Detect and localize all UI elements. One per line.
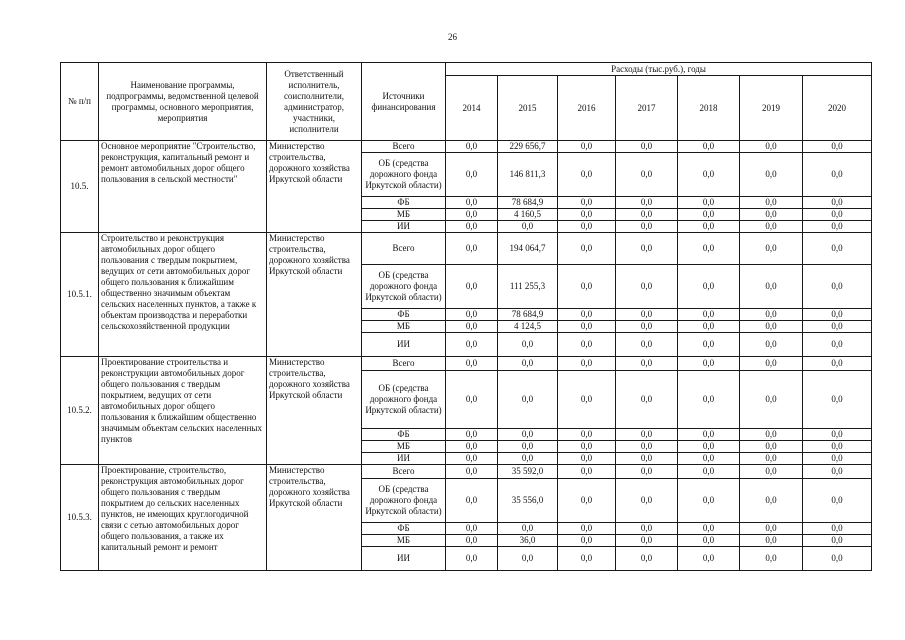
expense-value: 0,0	[803, 309, 872, 321]
expense-value: 0,0	[446, 441, 498, 453]
expense-value: 0,0	[446, 153, 498, 197]
funding-source: ОБ (средства дорожного фонда Иркутской области)	[362, 371, 446, 429]
item-responsible: Министерство строительства, дорожного хозяйства Иркутской области	[267, 233, 362, 357]
funding-source: ИИ	[362, 333, 446, 357]
expense-value: 0,0	[558, 429, 616, 441]
expense-value: 0,0	[446, 333, 498, 357]
expense-value: 0,0	[616, 441, 678, 453]
expense-value: 35 592,0	[498, 465, 558, 479]
expense-value: 0,0	[616, 153, 678, 197]
expense-value: 0,0	[498, 221, 558, 233]
expense-value: 0,0	[446, 321, 498, 333]
funding-source: МБ	[362, 441, 446, 453]
expense-value: 0,0	[740, 357, 803, 371]
item-responsible: Министерство строительства, дорожного хозяйства Иркутской области	[267, 141, 362, 233]
expense-value: 0,0	[616, 321, 678, 333]
item-name: Строительство и реконструкция автомобильных дорог общего пользования с твердым покрытием, ведущих от сети автомобильных дорог общего пользования к ближайшим общественно значимым объектам сельских населенных пунктов, а также к объектам производства и переработки сельскохозяйственной продукции	[99, 233, 267, 357]
expense-value: 194 064,7	[498, 233, 558, 265]
item-number: 10.5.1.	[61, 233, 99, 357]
expense-value: 0,0	[558, 547, 616, 571]
expense-value: 111 255,3	[498, 265, 558, 309]
expense-value: 0,0	[803, 209, 872, 221]
expense-value: 0,0	[498, 441, 558, 453]
expense-value: 0,0	[446, 141, 498, 153]
expense-value: 0,0	[740, 535, 803, 547]
expense-value: 0,0	[803, 153, 872, 197]
expense-value: 0,0	[616, 333, 678, 357]
header-year: 2019	[740, 76, 803, 141]
expense-value: 0,0	[558, 153, 616, 197]
header-year: 2014	[446, 76, 498, 141]
expense-value: 0,0	[558, 357, 616, 371]
expense-value: 0,0	[740, 141, 803, 153]
item-name: Проектирование строительства и реконструкции автомобильных дорог общего пользования с твердым покрытием, ведущих от сети автомобильных дорог общего пользования к ближайшим общественно значимым объектам сельских населенных пунктов	[99, 357, 267, 465]
header-year: 2018	[678, 76, 740, 141]
funding-source: ФБ	[362, 429, 446, 441]
expense-value: 0,0	[678, 535, 740, 547]
header-responsible: Ответственный исполнитель, соисполнители, администратор, участники, исполнители	[267, 63, 362, 141]
expense-value: 0,0	[446, 197, 498, 209]
item-name: Проектирование, строительство, реконструкция автомобильных дорог общего пользования с твердым покрытием до сельских населенных пунктов, не имеющих круглогодичной связи с сетью автомобильных дорог общего пользования, а также их капитальный ремонт и ремонт	[99, 465, 267, 571]
expense-value: 0,0	[803, 197, 872, 209]
expense-value: 0,0	[446, 309, 498, 321]
expense-value: 0,0	[558, 333, 616, 357]
funding-source: ФБ	[362, 523, 446, 535]
header-source: Источники финансирования	[362, 63, 446, 141]
expense-value: 0,0	[740, 221, 803, 233]
expense-value: 0,0	[446, 523, 498, 535]
expense-value: 0,0	[498, 371, 558, 429]
expense-value: 0,0	[558, 321, 616, 333]
expense-value: 0,0	[678, 523, 740, 535]
expense-value: 0,0	[558, 535, 616, 547]
expense-value: 0,0	[678, 233, 740, 265]
expense-value: 0,0	[678, 265, 740, 309]
expense-value: 0,0	[446, 357, 498, 371]
expense-value: 0,0	[678, 371, 740, 429]
expense-value: 0,0	[616, 453, 678, 465]
expense-value: 0,0	[740, 153, 803, 197]
expense-value: 0,0	[558, 141, 616, 153]
expense-value: 35 556,0	[498, 479, 558, 523]
expense-value: 0,0	[498, 333, 558, 357]
funding-source: ФБ	[362, 197, 446, 209]
funding-source: ИИ	[362, 453, 446, 465]
table-row	[61, 465, 872, 479]
expense-value: 0,0	[740, 547, 803, 571]
expense-value: 0,0	[740, 321, 803, 333]
funding-source: ИИ	[362, 221, 446, 233]
expense-value: 0,0	[558, 233, 616, 265]
expense-value: 0,0	[558, 309, 616, 321]
expense-value: 0,0	[803, 357, 872, 371]
expense-value: 0,0	[803, 547, 872, 571]
expense-value: 0,0	[446, 453, 498, 465]
expense-value: 0,0	[558, 441, 616, 453]
expense-value: 0,0	[616, 547, 678, 571]
expense-value: 0,0	[678, 197, 740, 209]
funding-source: Всего	[362, 465, 446, 479]
expense-value: 0,0	[803, 523, 872, 535]
expense-value: 0,0	[616, 141, 678, 153]
expense-value: 0,0	[616, 233, 678, 265]
expense-value: 0,0	[803, 453, 872, 465]
expense-value: 0,0	[616, 209, 678, 221]
expense-value: 4 160,5	[498, 209, 558, 221]
expense-value: 0,0	[616, 429, 678, 441]
expense-value: 0,0	[803, 441, 872, 453]
expense-value: 0,0	[616, 309, 678, 321]
expense-value: 0,0	[498, 453, 558, 465]
expense-value: 0,0	[740, 309, 803, 321]
header-year: 2015	[498, 76, 558, 141]
expense-value: 0,0	[498, 429, 558, 441]
expense-value: 0,0	[678, 141, 740, 153]
funding-source: МБ	[362, 209, 446, 221]
funding-source: ОБ (средства дорожного фонда Иркутской области)	[362, 153, 446, 197]
table-body	[61, 141, 872, 571]
funding-source: Всего	[362, 357, 446, 371]
funding-source: МБ	[362, 535, 446, 547]
expense-value: 0,0	[740, 209, 803, 221]
expense-value: 0,0	[558, 523, 616, 535]
item-responsible: Министерство строительства, дорожного хозяйства Иркутской области	[267, 465, 362, 571]
item-number: 10.5.	[61, 141, 99, 233]
expense-value: 0,0	[740, 371, 803, 429]
funding-source: МБ	[362, 321, 446, 333]
expense-value: 0,0	[678, 209, 740, 221]
expense-value: 0,0	[678, 465, 740, 479]
page-number: 26	[448, 32, 457, 42]
funding-source: Всего	[362, 141, 446, 153]
expense-value: 0,0	[616, 523, 678, 535]
expense-value: 4 124,5	[498, 321, 558, 333]
expense-value: 0,0	[446, 535, 498, 547]
expense-value: 0,0	[803, 465, 872, 479]
expense-value: 0,0	[446, 209, 498, 221]
expense-value: 0,0	[803, 535, 872, 547]
expense-value: 0,0	[803, 479, 872, 523]
funding-source: ИИ	[362, 547, 446, 571]
expense-value: 0,0	[498, 357, 558, 371]
expense-value: 0,0	[678, 309, 740, 321]
expense-value: 0,0	[678, 333, 740, 357]
item-name: Основное мероприятие "Строительство, реконструкция, капитальный ремонт и ремонт автомобильных дорог общего пользования в сельской местности"	[99, 141, 267, 233]
expense-value: 0,0	[558, 479, 616, 523]
expense-value: 78 684,9	[498, 309, 558, 321]
expense-value: 0,0	[803, 233, 872, 265]
expense-value: 0,0	[678, 429, 740, 441]
expense-value: 0,0	[558, 265, 616, 309]
expense-value: 0,0	[616, 357, 678, 371]
expense-value: 0,0	[740, 197, 803, 209]
expense-value: 0,0	[446, 233, 498, 265]
header-year: 2016	[558, 76, 616, 141]
expense-value: 36,0	[498, 535, 558, 547]
expense-value: 0,0	[803, 265, 872, 309]
header-year: 2017	[616, 76, 678, 141]
expense-value: 0,0	[678, 321, 740, 333]
expense-value: 0,0	[498, 523, 558, 535]
expense-value: 0,0	[678, 221, 740, 233]
expense-value: 0,0	[803, 333, 872, 357]
header-num: № п/п	[61, 63, 99, 141]
expense-value: 0,0	[803, 371, 872, 429]
header-expenses: Расходы (тыс.руб.), годы	[446, 63, 872, 76]
item-number: 10.5.3.	[61, 465, 99, 571]
expense-value: 229 656,7	[498, 141, 558, 153]
expense-value: 0,0	[446, 265, 498, 309]
expense-value: 0,0	[740, 453, 803, 465]
expense-value: 0,0	[446, 429, 498, 441]
expense-value: 0,0	[446, 371, 498, 429]
expense-value: 0,0	[678, 441, 740, 453]
expense-value: 0,0	[616, 371, 678, 429]
budget-table	[60, 62, 872, 571]
expense-value: 0,0	[740, 441, 803, 453]
funding-source: ОБ (средства дорожного фонда Иркутской области)	[362, 265, 446, 309]
expense-value: 0,0	[678, 547, 740, 571]
funding-source: ФБ	[362, 309, 446, 321]
expense-value: 0,0	[558, 197, 616, 209]
expense-value: 0,0	[558, 465, 616, 479]
expense-value: 0,0	[446, 465, 498, 479]
item-number: 10.5.2.	[61, 357, 99, 465]
expense-value: 0,0	[678, 357, 740, 371]
item-responsible: Министерство строительства, дорожного хозяйства Иркутской области	[267, 357, 362, 465]
expense-value: 78 684,9	[498, 197, 558, 209]
expense-value: 0,0	[740, 523, 803, 535]
funding-source: ОБ (средства дорожного фонда Иркутской области)	[362, 479, 446, 523]
expense-value: 0,0	[803, 141, 872, 153]
table-row	[61, 357, 872, 371]
table-row	[61, 141, 872, 153]
expense-value: 0,0	[616, 265, 678, 309]
table-row	[61, 233, 872, 265]
expense-value: 0,0	[616, 221, 678, 233]
header-year: 2020	[803, 76, 872, 141]
expense-value: 0,0	[616, 535, 678, 547]
expense-value: 0,0	[558, 209, 616, 221]
expense-value: 0,0	[678, 479, 740, 523]
expense-value: 0,0	[616, 479, 678, 523]
expense-value: 0,0	[740, 479, 803, 523]
expense-value: 0,0	[616, 465, 678, 479]
expense-value: 0,0	[558, 221, 616, 233]
expense-value: 0,0	[803, 321, 872, 333]
expense-value: 0,0	[740, 233, 803, 265]
funding-source: Всего	[362, 233, 446, 265]
expense-value: 0,0	[558, 453, 616, 465]
header-name: Наименование программы, подпрограммы, ведомственной целевой программы, основного мероприятия, мероприятия	[99, 63, 267, 141]
expense-value: 0,0	[678, 153, 740, 197]
expense-value: 0,0	[446, 221, 498, 233]
expense-value: 0,0	[678, 453, 740, 465]
expense-value: 0,0	[740, 429, 803, 441]
expense-value: 0,0	[498, 547, 558, 571]
expense-value: 0,0	[740, 265, 803, 309]
expense-value: 0,0	[558, 371, 616, 429]
expense-value: 0,0	[740, 465, 803, 479]
expense-value: 0,0	[740, 333, 803, 357]
expense-value: 0,0	[616, 197, 678, 209]
expense-value: 146 811,3	[498, 153, 558, 197]
expense-value: 0,0	[446, 479, 498, 523]
expense-value: 0,0	[803, 221, 872, 233]
expense-value: 0,0	[803, 429, 872, 441]
expense-value: 0,0	[446, 547, 498, 571]
